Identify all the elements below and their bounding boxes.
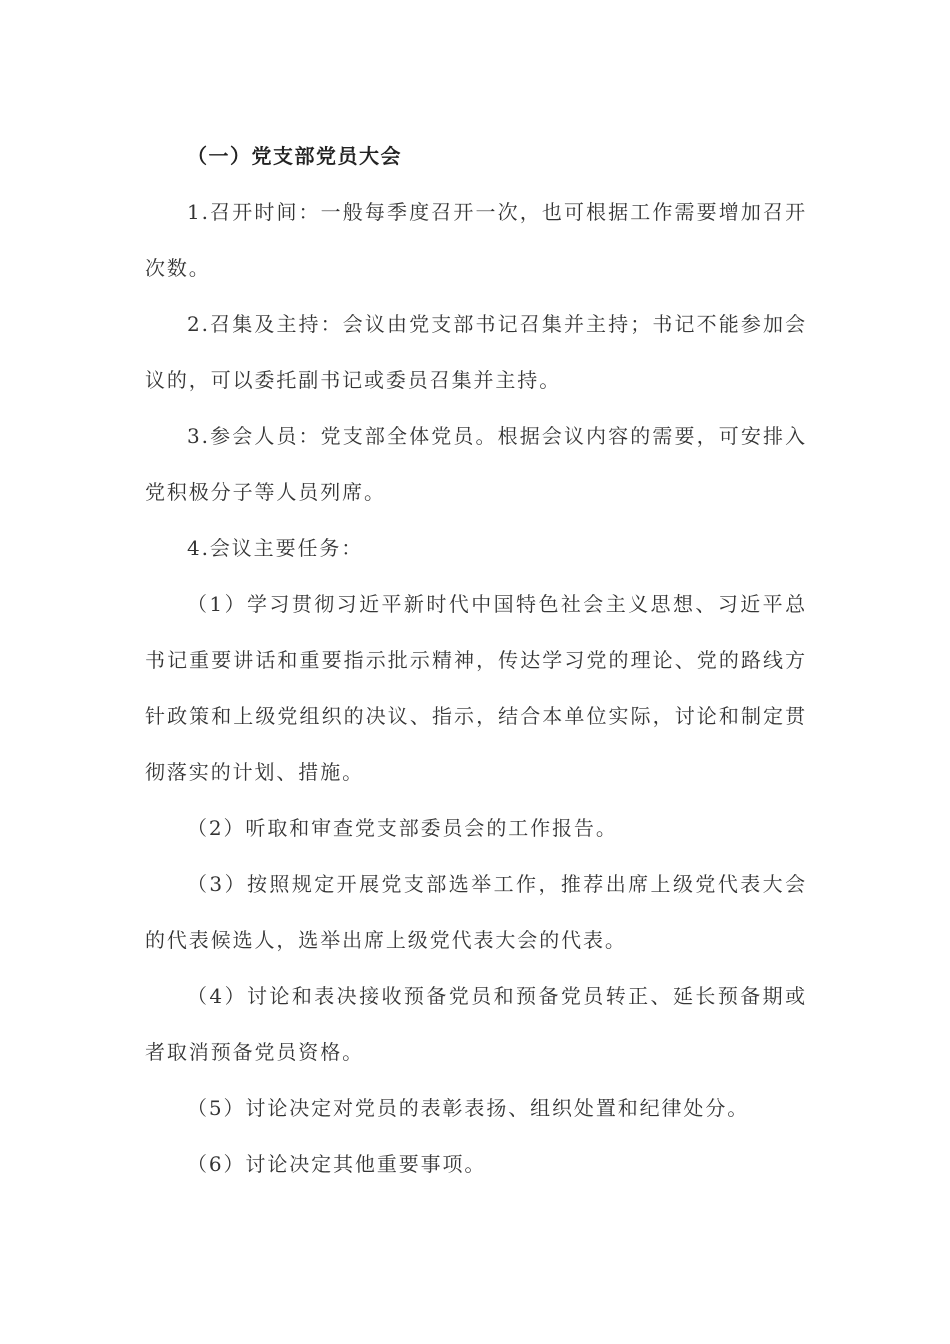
paragraph-meeting-time: 1.召开时间：一般每季度召开一次，也可根据工作需要增加召开次数。 [145,200,807,280]
paragraph-task-3: （3）按照规定开展党支部选举工作，推荐出席上级党代表大会的代表候选人，选举出席上级党代表大会的代表。 [145,872,807,952]
paragraph-convening: 2.召集及主持：会议由党支部书记召集并主持；书记不能参加会议的，可以委托副书记或委员召集并主持。 [145,312,807,392]
paragraph-task-1: （1）学习贯彻习近平新时代中国特色社会主义思想、习近平总书记重要讲话和重要指示批示精神，传达学习党的理论、党的路线方针政策和上级党组织的决议、指示，结合本单位实际，讨论和制定贯彻落实的计划、措施。 [145,592,807,784]
paragraph-task-2: （2）听取和审查党支部委员会的工作报告。 [187,816,618,840]
document-body [145,128,807,1192]
paragraph-task-6: （6）讨论决定其他重要事项。 [187,1152,487,1176]
paragraph-task-4: （4）讨论和表决接收预备党员和预备党员转正、延长预备期或者取消预备党员资格。 [145,984,807,1064]
paragraph-main-tasks-title: 4.会议主要任务： [187,536,364,560]
paragraph-attendees: 3.参会人员：党支部全体党员。根据会议内容的需要，可安排入党积极分子等人员列席。 [145,424,807,504]
paragraph-task-5: （5）讨论决定对党员的表彰表扬、组织处置和纪律处分。 [187,1096,750,1120]
section-heading: （一）党支部党员大会 [187,144,402,168]
